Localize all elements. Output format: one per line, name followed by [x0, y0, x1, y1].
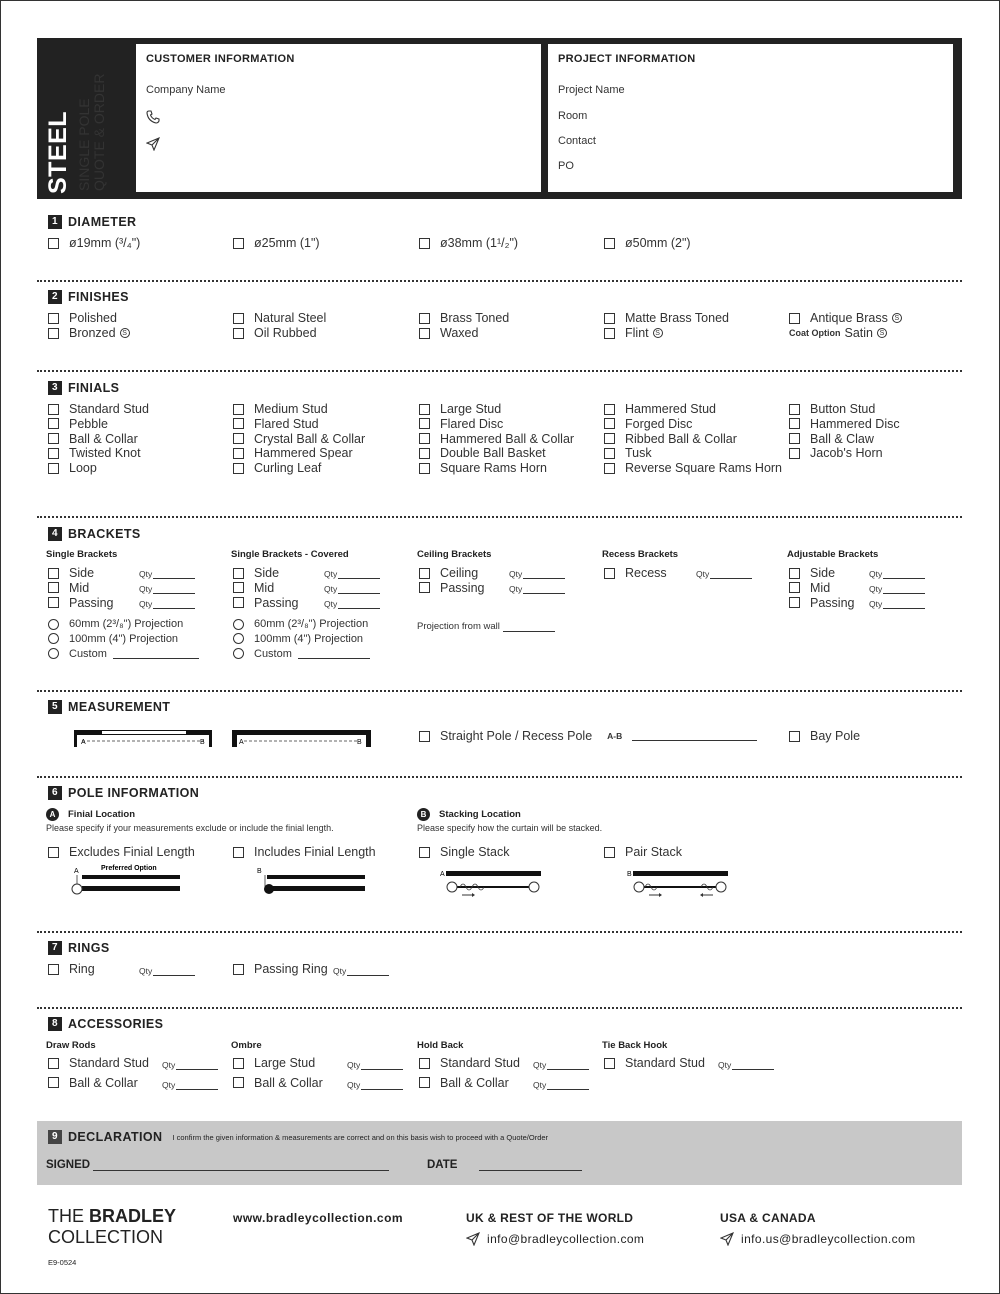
bracket-qty[interactable]: Qty	[139, 569, 195, 579]
divider	[37, 776, 962, 778]
website-link[interactable]: www.bradleycollection.com	[233, 1211, 404, 1225]
bay-pole-option[interactable]: Bay Pole	[789, 729, 860, 743]
straight-pole-diagram	[74, 728, 214, 753]
finial-option[interactable]: Double Ball Basket	[419, 446, 546, 460]
accessory-option[interactable]: Standard Stud	[419, 1056, 520, 1070]
bracket-group-label: Single Brackets - Covered	[231, 549, 349, 560]
send-icon	[466, 1232, 480, 1246]
bracket-qty[interactable]: Qty	[324, 569, 380, 579]
send-icon	[146, 137, 160, 154]
declaration-heading: 9 DECLARATION I confirm the given information & measurements are correct and on this basis wish to proceed with a Quote/Order	[48, 1130, 548, 1144]
bracket-group-label: Single Brackets	[46, 549, 118, 560]
accessory-option[interactable]: Standard Stud	[48, 1056, 149, 1070]
finial-option[interactable]: Hammered Disc	[789, 417, 900, 431]
pair-stack-option[interactable]: Pair Stack	[604, 845, 682, 859]
signed-field[interactable]: SIGNED	[46, 1159, 389, 1171]
accessories-heading: 8 ACCESSORIES	[48, 1017, 163, 1031]
bracket-option[interactable]: Passing	[48, 596, 113, 610]
bracket-qty[interactable]: Qty	[139, 584, 195, 594]
finial-option[interactable]: Square Rams Horn	[419, 461, 547, 475]
svg-text:A: A	[74, 868, 79, 875]
pole-info-heading: 6 POLE INFORMATION	[48, 786, 199, 800]
finial-option[interactable]: Reverse Square Rams Horn	[604, 461, 782, 475]
finial-option[interactable]: Jacob's Horn	[789, 446, 883, 460]
bracket-qty[interactable]: Qty	[139, 599, 195, 609]
includes-finial-diagram	[255, 862, 370, 901]
bracket-option[interactable]: Mid	[233, 581, 274, 595]
po-field[interactable]: PO	[558, 160, 574, 172]
svg-text:B: B	[257, 868, 262, 875]
bracket-option[interactable]: Passing	[233, 596, 298, 610]
finial-option[interactable]: Hammered Stud	[604, 402, 716, 416]
declaration-text: I confirm the given information & measurements are correct and on this basis wish to proceed with a Quote/Order	[172, 1132, 549, 1142]
contact-field[interactable]: Contact	[558, 135, 596, 147]
customer-info-box	[136, 44, 541, 192]
finial-option[interactable]: Twisted Knot	[48, 446, 141, 460]
svg-text:A: A	[440, 871, 445, 878]
accessory-option[interactable]: Ball & Collar	[48, 1076, 138, 1090]
diameter-option[interactable]: ø25mm (1")	[233, 236, 320, 250]
bracket-qty[interactable]: Qty	[509, 569, 565, 579]
finial-option[interactable]: Flared Disc	[419, 417, 503, 431]
bracket-option[interactable]: Side	[48, 566, 94, 580]
bracket-qty[interactable]: Qty	[324, 584, 380, 594]
finial-option[interactable]: Medium Stud	[233, 402, 328, 416]
excludes-finial-option[interactable]: Excludes Finial Length	[48, 845, 195, 859]
accessory-option[interactable]: Standard Stud	[604, 1056, 705, 1070]
accessory-qty[interactable]: Qty	[162, 1060, 218, 1070]
uk-email-link[interactable]: info@bradleycollection.com	[466, 1232, 644, 1246]
accessory-group-label: Tie Back Hook	[602, 1040, 668, 1051]
ring-option[interactable]: Ring	[48, 962, 95, 976]
bracket-group-label: Recess Brackets	[602, 549, 679, 560]
accessory-option[interactable]: Ball & Collar	[233, 1076, 323, 1090]
diameter-option[interactable]: ø19mm (³/₄")	[48, 236, 140, 250]
bracket-option[interactable]: Recess	[604, 566, 667, 580]
finials-heading: 3 FINIALS	[48, 381, 119, 395]
bracket-option[interactable]: Mid	[789, 581, 830, 595]
bracket-qty[interactable]: Qty	[696, 569, 752, 579]
finial-option[interactable]: Button Stud	[789, 402, 875, 416]
svg-text:B: B	[357, 739, 362, 746]
bracket-qty[interactable]: Qty	[869, 584, 925, 594]
uk-title: UK & REST OF THE WORLD	[466, 1211, 634, 1225]
projection-option[interactable]: Custom	[48, 648, 199, 660]
doc-code: E9-0524	[48, 1258, 77, 1267]
preferred-option-label: Preferred Option	[101, 865, 157, 872]
divider	[37, 690, 962, 692]
includes-finial-option[interactable]: Includes Finial Length	[233, 845, 376, 859]
bracket-option[interactable]: Passing	[419, 581, 484, 595]
diameter-option[interactable]: ø38mm (1¹/₂")	[419, 236, 518, 250]
product-subtitle-1: SINGLE POLE	[76, 98, 92, 191]
bracket-qty[interactable]: Qty	[869, 599, 925, 609]
single-stack-option[interactable]: Single Stack	[419, 845, 509, 859]
divider	[37, 931, 962, 933]
coat-option[interactable]: Coat Option Satin S	[789, 326, 887, 340]
accessory-qty[interactable]: Qty	[162, 1080, 218, 1090]
project-heading: PROJECT INFORMATION	[558, 53, 696, 65]
rings-heading: 7 RINGS	[48, 941, 110, 955]
send-icon	[720, 1232, 734, 1246]
svg-text:B: B	[627, 871, 632, 878]
stacking-location-label: B Stacking Location	[417, 808, 521, 821]
divider	[37, 280, 962, 282]
finial-option[interactable]: Hammered Spear	[233, 446, 353, 460]
company-name-field[interactable]: Company Name	[146, 84, 226, 96]
finial-option[interactable]: Curling Leaf	[233, 461, 321, 475]
accessory-qty[interactable]: Qty	[347, 1080, 403, 1090]
divider	[37, 370, 962, 372]
stacking-note: Please specify how the curtain will be stacked.	[417, 823, 603, 833]
point-b-label: B	[200, 739, 205, 746]
bracket-option[interactable]: Side	[789, 566, 835, 580]
passing-ring-option[interactable]: Passing Ring	[233, 962, 328, 976]
finial-location-label: A Finial Location	[46, 808, 135, 821]
finial-option[interactable]: Crystal Ball & Collar	[233, 432, 365, 446]
accessory-qty[interactable]: Qty	[718, 1060, 774, 1070]
measurement-heading: 5 MEASUREMENT	[48, 700, 170, 714]
bracket-group-label: Adjustable Brackets	[787, 549, 879, 560]
projection-option[interactable]: 60mm (2³/₈") Projection	[48, 618, 183, 630]
finial-option[interactable]: Tusk	[604, 446, 652, 460]
bracket-option[interactable]: Side	[233, 566, 279, 580]
finish-option[interactable]: Polished	[48, 311, 117, 325]
point-a-label: A	[81, 739, 86, 746]
finish-option[interactable]: Bronzed S	[48, 326, 130, 340]
accessory-qty[interactable]: Qty	[347, 1060, 403, 1070]
brand-logo: THE BRADLEY COLLECTION	[48, 1206, 177, 1247]
finial-option[interactable]: Standard Stud	[48, 402, 149, 416]
room-field[interactable]: Room	[558, 110, 588, 122]
divider	[37, 1007, 962, 1009]
diameter-option[interactable]: ø50mm (2")	[604, 236, 691, 250]
projection-option[interactable]: 100mm (4") Projection	[233, 633, 363, 645]
finial-option[interactable]: Hammered Ball & Collar	[419, 432, 574, 446]
single-stack-diagram	[438, 867, 548, 904]
finish-option[interactable]: Oil Rubbed	[233, 326, 317, 340]
accessory-group-label: Draw Rods	[46, 1040, 96, 1051]
bracket-qty[interactable]: Qty	[509, 584, 565, 594]
accessory-group-label: Hold Back	[417, 1040, 464, 1051]
projection-option[interactable]: 100mm (4") Projection	[48, 633, 178, 645]
svg-text:A: A	[239, 739, 244, 746]
finish-option[interactable]: Natural Steel	[233, 311, 326, 325]
divider	[37, 516, 962, 518]
phone-icon	[146, 110, 160, 127]
finishes-heading: 2 FINISHES	[48, 290, 129, 304]
finial-option[interactable]: Flared Stud	[233, 417, 319, 431]
bracket-group-label: Ceiling Brackets	[417, 549, 492, 560]
passing-ring-qty[interactable]: Qty	[333, 966, 389, 976]
project-info-box	[548, 44, 953, 192]
project-name-field[interactable]: Project Name	[558, 84, 625, 96]
diameter-heading: 1 DIAMETER	[48, 215, 136, 229]
bracket-option[interactable]: Mid	[48, 581, 89, 595]
recess-pole-diagram	[232, 728, 372, 753]
finish-option[interactable]: Flint S	[604, 326, 663, 340]
finial-option[interactable]: Large Stud	[419, 402, 501, 416]
finish-option[interactable]: Antique Brass S	[789, 311, 902, 325]
product-title: STEEL	[44, 110, 72, 194]
finial-option[interactable]: Loop	[48, 461, 97, 475]
projection-option[interactable]: Custom	[233, 648, 370, 660]
finial-option[interactable]: Ribbed Ball & Collar	[604, 432, 737, 446]
projection-option[interactable]: 60mm (2³/₈") Projection	[233, 618, 368, 630]
accessory-group-label: Ombre	[231, 1040, 262, 1051]
ring-qty[interactable]: Qty	[139, 966, 195, 976]
bracket-qty[interactable]: Qty	[869, 569, 925, 579]
finial-option[interactable]: Ball & Claw	[789, 432, 874, 446]
date-field[interactable]: DATE	[427, 1159, 582, 1171]
accessory-option[interactable]: Ball & Collar	[419, 1076, 509, 1090]
pair-stack-diagram	[625, 867, 735, 904]
bracket-option[interactable]: Ceiling	[419, 566, 478, 580]
finish-option[interactable]: Waxed	[419, 326, 478, 340]
straight-pole-option[interactable]: Straight Pole / Recess Pole A-B	[419, 729, 757, 743]
product-subtitle-2: QUOTE & ORDER	[91, 73, 107, 191]
us-title: USA & CANADA	[720, 1211, 816, 1225]
accessory-qty[interactable]: Qty	[533, 1080, 589, 1090]
finial-option[interactable]: Forged Disc	[604, 417, 692, 431]
bracket-qty[interactable]: Qty	[324, 599, 380, 609]
finish-option[interactable]: Matte Brass Toned	[604, 311, 729, 325]
accessory-qty[interactable]: Qty	[533, 1060, 589, 1070]
finish-option[interactable]: Brass Toned	[419, 311, 509, 325]
excludes-finial-diagram	[70, 862, 185, 901]
accessory-option[interactable]: Large Stud	[233, 1056, 315, 1070]
finial-option[interactable]: Pebble	[48, 417, 108, 431]
finial-option[interactable]: Ball & Collar	[48, 432, 138, 446]
us-email-link[interactable]: info.us@bradleycollection.com	[720, 1232, 916, 1246]
customer-heading: CUSTOMER INFORMATION	[146, 53, 295, 65]
brackets-heading: 4 BRACKETS	[48, 527, 141, 541]
finial-note: Please specify if your measurements exclude or include the finial length.	[46, 823, 334, 833]
projection-from-wall[interactable]: Projection from wall	[417, 621, 555, 632]
bracket-option[interactable]: Passing	[789, 596, 854, 610]
